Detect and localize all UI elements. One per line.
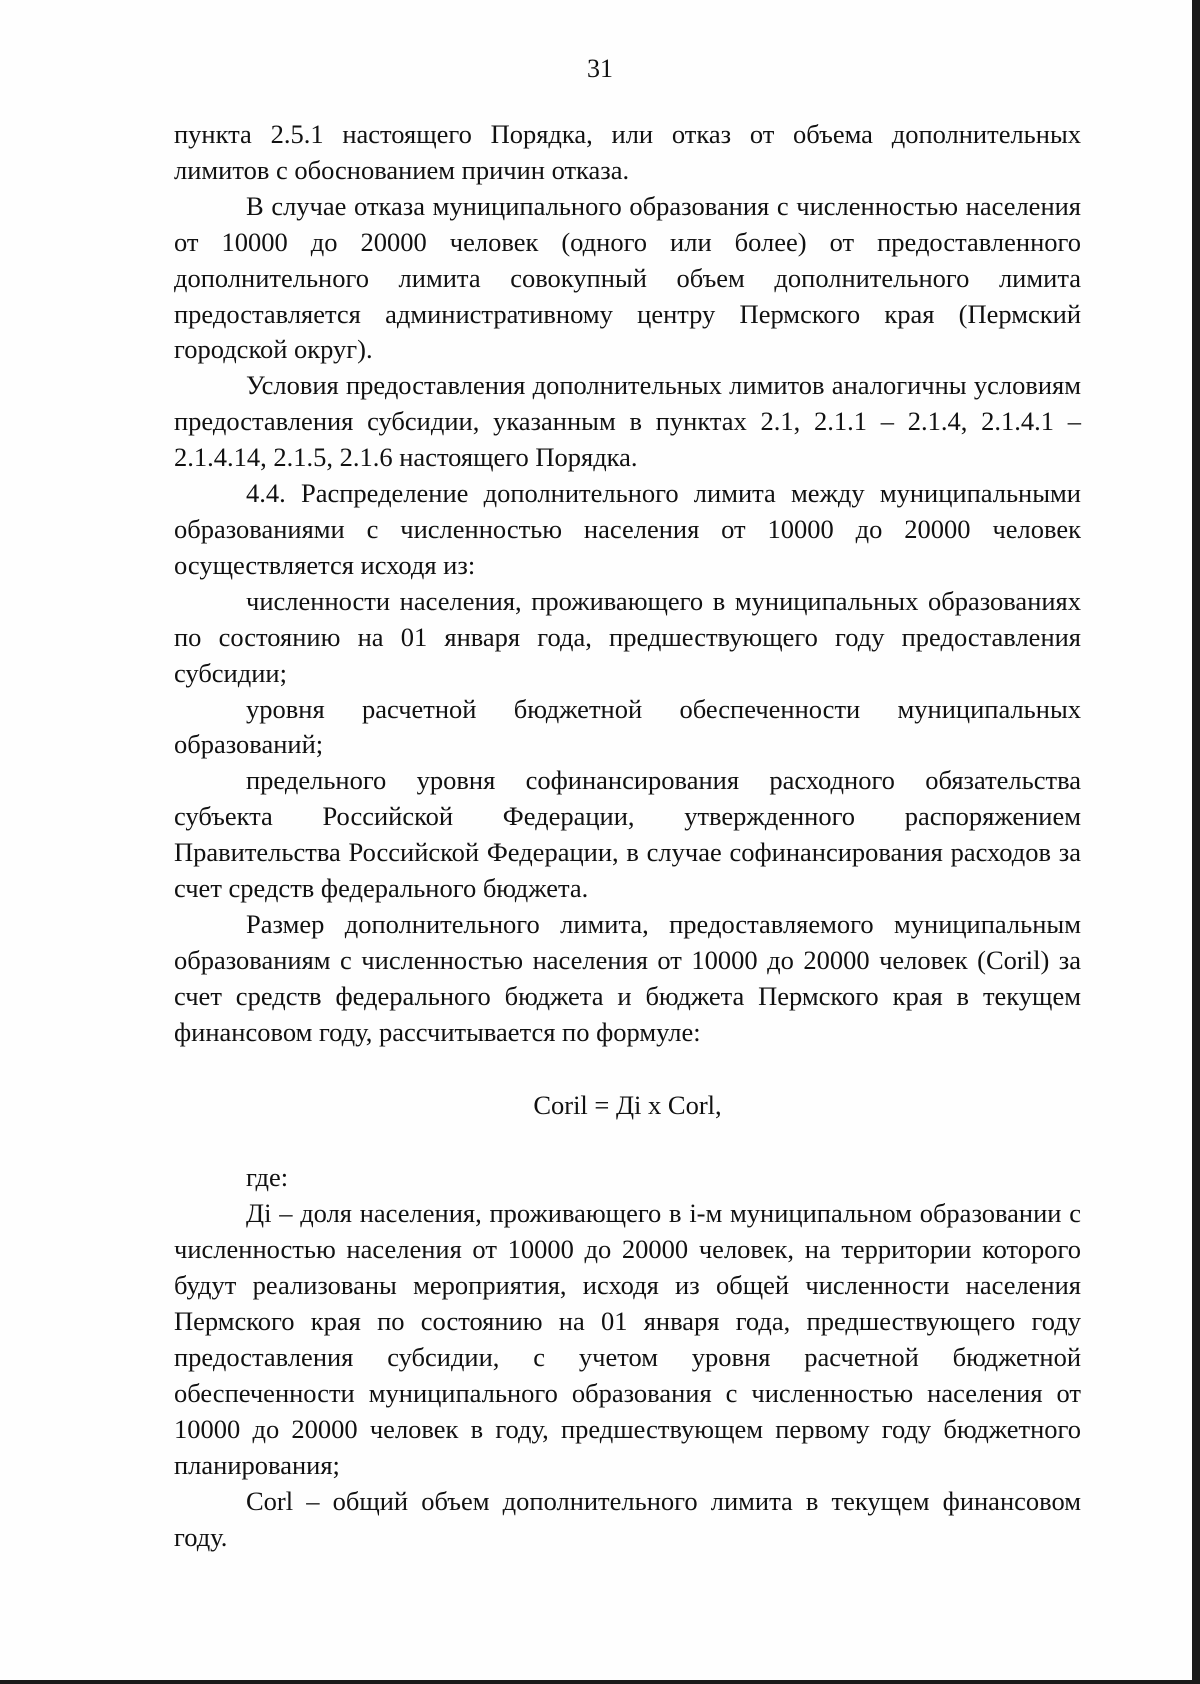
list-item-budget-level: уровня расчетной бюджетной обеспеченности муниципальных образований; [174, 693, 1081, 760]
definition-di: Дi – доля населения, проживающего в i-м муниципальном образовании с численностью населения от 10000 до 20000 человек, на территории которого будут реализованы мероприятия, исходя из общей численности населения Пермского края по состоянию на 01 января года, предшествующего году предоставления субсидии, с учетом уровня расчетной бюджетной обеспеченности муниципального образования с численностью населения от 10000 до 20000 человек в году, предшествующем первому году бюджетного планирования; [174, 1198, 1081, 1480]
paragraph-4-4-distribution: 4.4. Распределение дополнительного лимита между муниципальными образованиями с численностью населения от 10000 до 20000 человек осуществляется исходя из: [174, 478, 1081, 580]
paragraph-limit-size: Размер дополнительного лимита, предоставляемого муниципальным образованиям с численностью населения от 10000 до 20000 человек (Coril) за счет средств федерального бюджета и бюджета Пермского края в текущем финансовом году, рассчитывается по формуле: [174, 908, 1081, 1047]
paragraph-refusal-case: В случае отказа муниципального образования с численностью населения от 10000 до 20000 человек (одного или более) от предоставленного дополнительного лимита совокупный объем дополнительного лимита предоставляется административному центру Пермского края (Пермский городской округ). [174, 190, 1081, 365]
formula-coril: Coril = Дi x Corl, [533, 1089, 722, 1120]
document-body [174, 117, 1081, 1555]
definition-corl: Corl – общий объем дополнительного лимита в текущем финансовом году. [174, 1485, 1081, 1552]
paragraph-limit-conditions: Условия предоставления дополнительных лимитов аналогичны условиям предоставления субсидии, указанным в пунктах 2.1, 2.1.1 – 2.1.4, 2.1.4.1 – 2.1.4.14, 2.1.5, 2.1.6 настоящего Порядка. [174, 370, 1081, 473]
paragraph-continuation: пункта 2.5.1 настоящего Порядка, или отказ от объема дополнительных лимитов с обоснованием причин отказа. [174, 119, 1081, 185]
list-item-cofinancing-level: предельного уровня софинансирования расходного обязательства субъекта Российской Федерации, утвержденного распоряжением Правительства Российской Федерации, в случае софинансирования расходов за счет средств федерального бюджета. [174, 765, 1081, 904]
where-label: где: [246, 1162, 289, 1193]
page-number: 31 [587, 54, 613, 83]
scan-border-bottom [0, 1680, 1200, 1684]
scan-border-right [1192, 0, 1200, 1684]
list-item-population: численности населения, проживающего в муниципальных образованиях по состоянию на 01 января года, предшествующего году предоставления субсидии; [174, 585, 1081, 688]
